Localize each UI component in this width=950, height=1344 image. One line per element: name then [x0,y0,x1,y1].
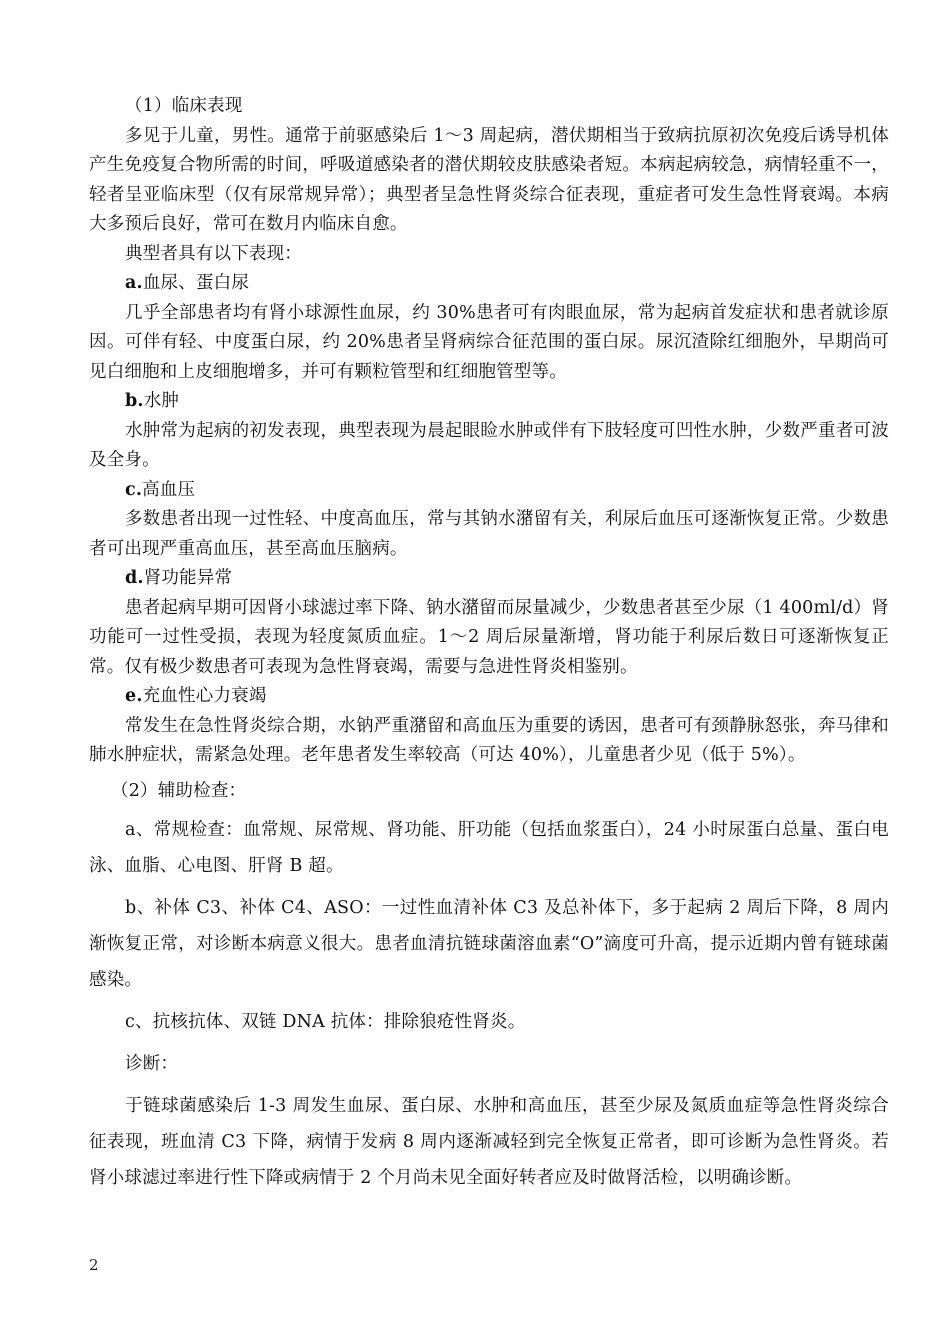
item-paragraph-e: 常发生在急性肾炎综合期，水钠严重潴留和高血压为重要的诱因，患者可有颈静脉怒张，奔马律和肺水肿症状，需紧急处理。老年患者发生率较高（可达 40%），儿童患者少见（低于 5%）。 [89,715,889,765]
item-paragraph-c: 多数患者出现一过性轻、中度高血压，常与其钠水潴留有关，利尿后血压可逐渐恢复正常。少数患者可出现严重高血压，甚至高血压脑病。 [89,509,889,559]
item-letter-a: a. [125,273,143,293]
item-heading-c [89,476,889,506]
item-heading-d [89,564,889,594]
item-letter-e: e. [125,686,143,706]
item-label-a: 血尿、蛋白尿 [142,273,250,293]
item-label-b: 水肿 [143,391,180,411]
item-heading-b [89,387,889,417]
auxiliary-item-b: b、补体 C3、补体 C4、ASO：一过性血清补体 C3 及总补体下，多于起病 2 周后下降，8 周内渐恢复正常，对诊断本病意义很大。患者血清抗链球菌溶血素“O”滴度可升高，提示近期内曾有链球菌感染。 [89,898,889,990]
section-title-diagnosis: 诊断： [125,1054,179,1074]
clinical-intro-paragraph: 多见于儿童，男性。通常于前驱感染后 1～3 周起病，潜伏期相当于致病抗原初次免疫后诱导机体产生免疫复合物所需的时间，呼吸道感染者的潜伏期较皮肤感染者短。本病起病较急，病情轻重不一，轻者呈亚临床型（仅有尿常规异常）；典型者呈急性肾炎综合征表现，重症者可发生急性肾衰竭。本病大多预后良好，常可在数月内临床自愈。 [89,125,889,234]
item-letter-b: b. [125,391,144,411]
page-number: 2 [89,1256,99,1274]
typical-lead-line: 典型者具有以下表现： [125,243,302,264]
item-label-d: 肾功能异常 [143,568,233,588]
item-label-c: 高血压 [142,479,196,500]
item-letter-c: c. [125,479,143,500]
section-title-clinical: （1）临床表现 [125,96,243,116]
item-letter-d: d. [125,568,144,588]
diagnosis-paragraph: 于链球菌感染后 1-3 周发生血尿、蛋白尿、水肿和高血压，甚至少尿及氮质血症等急性肾炎综合征表现，班血清 C3 下降，病情于发病 8 周内逐渐减轻到完全恢复正常者，即可诊断为急性肾炎。若肾小球滤过率进行性下降或病情于 2 个月尚未见全面好转者应及时做肾活检，以明确诊断。 [89,1096,889,1188]
item-heading-e [89,682,889,712]
section-title-auxiliary: （2）辅助检查： [111,780,247,801]
item-paragraph-b: 水肿常为起病的初发表现，典型表现为晨起眼睑水肿或伴有下肢轻度可凹性水肿，少数严重者可波及全身。 [89,420,889,470]
item-paragraph-a: 几乎全部患者均有肾小球源性血尿，约 30%患者可有肉眼血尿，常为起病首发症状和患者就诊原因。可伴有轻、中度蛋白尿，约 20%患者呈肾病综合征范围的蛋白尿。尿沉渣除红细胞外，早期尚可见白细胞和上皮细胞增多，并可有颗粒管型和红细胞管型等。 [89,302,889,382]
item-label-e: 充血性心力衰竭 [142,686,267,706]
page-content [89,92,889,1196]
item-paragraph-d: 患者起病早期可因肾小球滤过率下降、钠水潴留而尿量减少，少数患者甚至少尿（1 400ml/d）肾功能可一过性受损，表现为轻度氮质血症。1～2 周后尿量渐增，肾功能于利尿后数日可逐渐恢复正常。仅有极少数患者可表现为急性肾衰竭，需要与急进性肾炎相鉴别。 [89,597,889,677]
item-heading-a [89,269,889,299]
auxiliary-item-a: a、常规检查：血常规、尿常规、肾功能、肝功能（包括血浆蛋白），24 小时尿蛋白总量、蛋白电泳、血脂、心电图、肝肾 B 超。 [89,820,889,876]
auxiliary-item-c: c、抗核抗体、双链 DNA 抗体：排除狼疮性肾炎。 [125,1012,526,1032]
